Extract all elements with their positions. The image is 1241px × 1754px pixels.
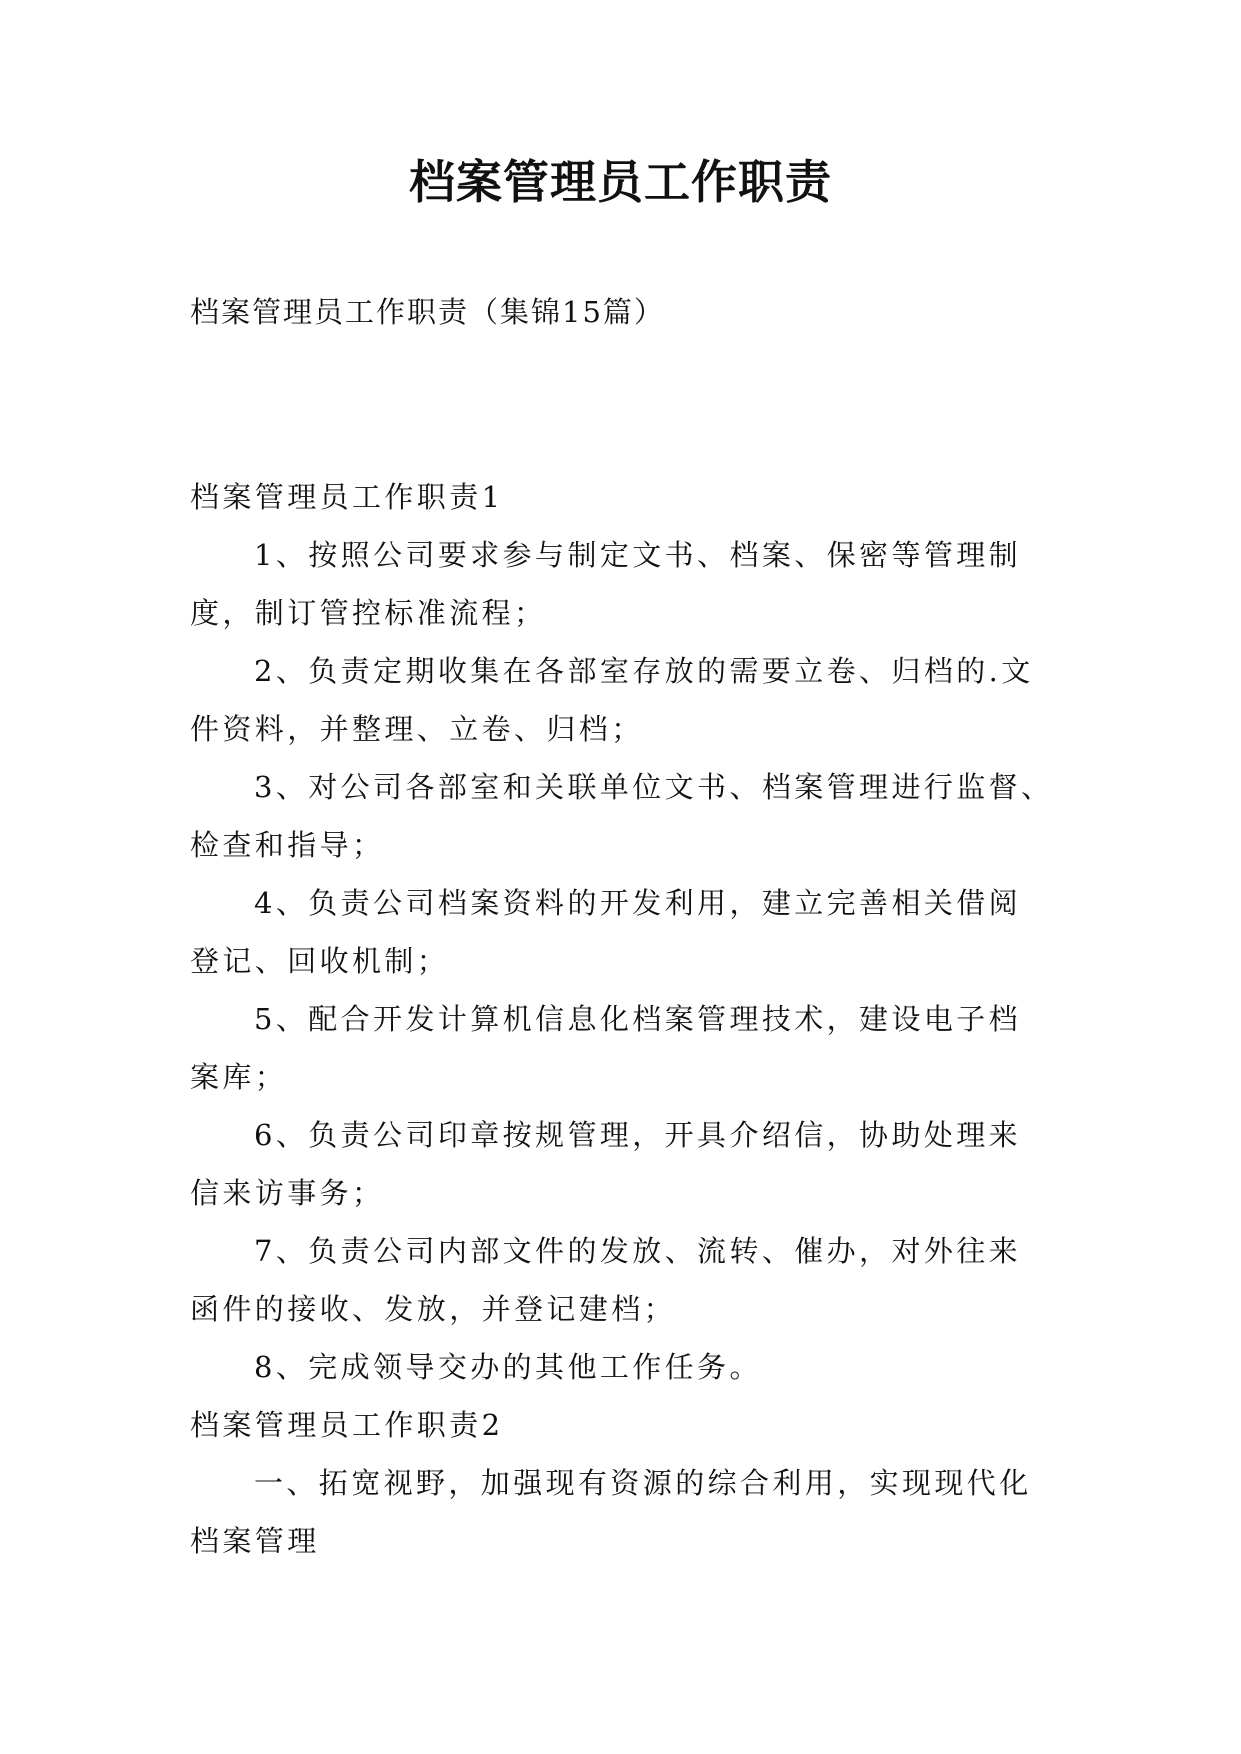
- paragraph-line: 3、对公司各部室和关联单位文书、档案管理进行监督、: [254, 770, 1054, 804]
- section-heading: 档案管理员工作职责1: [190, 480, 504, 514]
- paragraph-line: 8、完成领导交办的其他工作任务。: [254, 1350, 762, 1384]
- paragraph-line: 登记、回收机制；: [190, 944, 450, 978]
- paragraph-line: 2、负责定期收集在各部室存放的需要立卷、归档的.文: [254, 654, 1034, 688]
- paragraph-line: 案库；: [190, 1060, 288, 1094]
- paragraph-line: 4、负责公司档案资料的开发利用，建立完善相关借阅: [254, 886, 1022, 920]
- duty-item: [190, 1338, 1050, 1396]
- duty-item: [190, 1222, 1050, 1338]
- paragraph-line: 件资料，并整理、立卷、归档；: [190, 712, 644, 746]
- paragraph-line: 档案管理: [190, 1524, 320, 1558]
- duty-item: [190, 642, 1050, 758]
- duty-item: [190, 526, 1050, 642]
- paragraph-line: 一、拓宽视野，加强现有资源的综合利用，实现现代化: [254, 1466, 1032, 1500]
- paragraph-line: 6、负责公司印章按规管理，开具介绍信，协助处理来: [254, 1118, 1022, 1152]
- document-body: [190, 468, 1054, 1570]
- paragraph-line: 5、配合开发计算机信息化档案管理技术，建设电子档: [254, 1002, 1022, 1036]
- duty-item: [190, 758, 1054, 874]
- duty-item: [190, 1454, 1050, 1570]
- paragraph-line: 7、负责公司内部文件的发放、流转、催办，对外往来: [254, 1234, 1022, 1268]
- duty-item: [190, 874, 1050, 990]
- paragraph-line: 1、按照公司要求参与制定文书、档案、保密等管理制: [254, 538, 1022, 572]
- paragraph-line: 检查和指导；: [190, 828, 385, 862]
- paragraph-line: 度，制订管控标准流程；: [190, 596, 547, 630]
- paragraph-line: 信来访事务；: [190, 1176, 385, 1210]
- paragraph-line: 函件的接收、发放，并登记建档；: [190, 1292, 677, 1326]
- duty-item: [190, 990, 1050, 1106]
- section-heading: 档案管理员工作职责2: [190, 1408, 504, 1442]
- duty-item: [190, 1106, 1050, 1222]
- document-subtitle: 档案管理员工作职责（集锦15篇）: [190, 295, 665, 329]
- document-title: 档案管理员工作职责: [409, 155, 832, 209]
